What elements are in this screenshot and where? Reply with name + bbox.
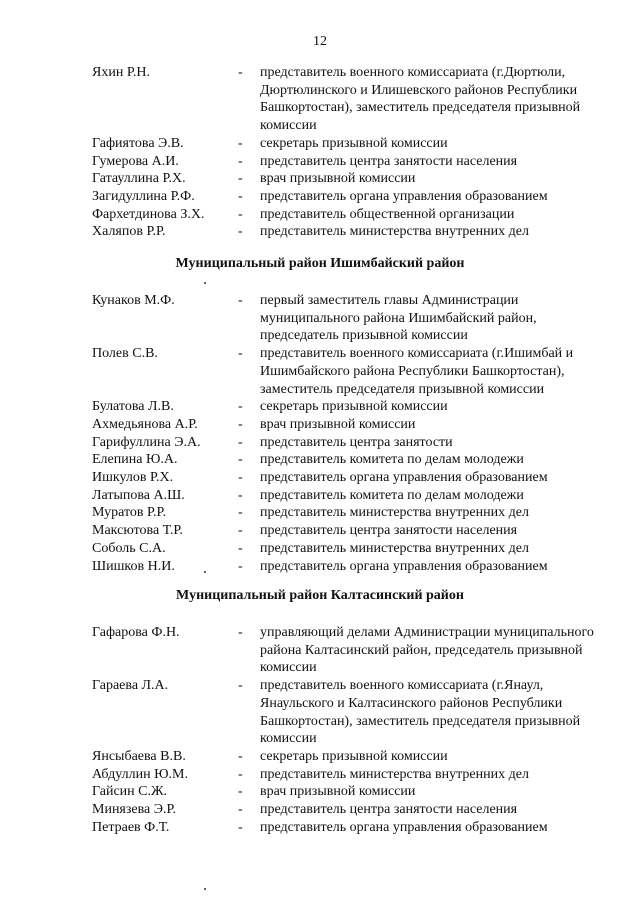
member-role: представитель министерства внутренних дел xyxy=(260,505,529,521)
member-name: Халяпов Р.Р. xyxy=(92,224,166,240)
member-row xyxy=(0,206,640,224)
member-role: представитель центра занятости xyxy=(260,434,453,450)
member-row xyxy=(0,223,640,241)
member-name: Ишкулов Р.Х. xyxy=(92,470,174,486)
member-dash: - xyxy=(238,819,243,835)
member-role: представитель комитета по делам молодежи xyxy=(260,487,524,503)
member-name: Шишков Н.И. xyxy=(92,558,175,574)
member-row xyxy=(0,416,640,434)
member-row xyxy=(0,677,640,748)
member-row xyxy=(0,748,640,766)
member-role: представитель центра занятости населения xyxy=(260,802,518,818)
member-name: Гараева Л.А. xyxy=(92,678,169,694)
member-dash: - xyxy=(238,452,243,468)
member-role: врач призывной комиссии xyxy=(260,784,416,800)
section-heading-ishimbay: Муниципальный район Ишимбайский район xyxy=(175,256,465,271)
member-name: Минязева Э.Р. xyxy=(92,802,177,818)
member-row xyxy=(0,153,640,171)
member-role: представитель министерства внутренних дел xyxy=(260,224,529,240)
member-dash: - xyxy=(238,540,243,556)
member-row xyxy=(0,766,640,784)
member-role: представитель органа управления образованием xyxy=(260,470,548,486)
member-name: Загидуллина Р.Ф. xyxy=(92,188,195,204)
member-dash: - xyxy=(238,505,243,521)
member-role: секретарь призывной комиссии xyxy=(260,135,448,151)
member-row xyxy=(0,451,640,469)
member-name: Соболь С.А. xyxy=(92,540,166,556)
member-name: Гафиятова Э.В. xyxy=(92,135,184,151)
member-role: представитель органа управления образованием xyxy=(260,819,548,835)
member-row xyxy=(0,188,640,206)
member-role: представитель общественной организации xyxy=(260,206,515,222)
member-row xyxy=(0,558,640,576)
member-row xyxy=(0,624,640,677)
member-name: Гарифуллина Э.А. xyxy=(92,434,201,450)
member-name: Муратов Р.Р. xyxy=(92,505,167,521)
member-dash: - xyxy=(238,224,243,240)
member-dash: - xyxy=(238,434,243,450)
member-dash: - xyxy=(238,802,243,818)
member-row xyxy=(0,540,640,558)
member-row xyxy=(0,398,640,416)
member-role: секретарь призывной комиссии xyxy=(260,399,448,415)
scan-speck xyxy=(204,888,206,890)
member-name: Кунаков М.Ф. xyxy=(92,293,175,308)
members-list-ishimbay xyxy=(0,292,640,575)
members-list-kaltasy xyxy=(0,624,640,836)
member-name: Максютова Т.Р. xyxy=(92,523,183,539)
member-row xyxy=(0,522,640,540)
member-row xyxy=(0,801,640,819)
member-dash: - xyxy=(238,470,243,486)
member-role: секретарь призывной комиссии xyxy=(260,748,448,764)
member-name: Латыпова А.Ш. xyxy=(92,487,185,503)
member-role: представитель военного комиссариата (г.Ишимбай и Ишимбайского района Республики Башкортостан), заместитель председателя призывной комиссии xyxy=(260,346,574,397)
member-name: Янсыбаева В.В. xyxy=(92,748,186,764)
member-name: Ахмедьянова А.Р. xyxy=(92,416,198,432)
member-row xyxy=(0,345,640,398)
member-row xyxy=(0,487,640,505)
member-role: представитель комитета по делам молодежи xyxy=(260,452,524,468)
member-role: управляющий делами Администрации муниципального района Калтасинский район, председатель призывной комиссии xyxy=(260,625,594,676)
member-name: Яхин Р.Н. xyxy=(92,65,150,80)
member-row xyxy=(0,292,640,345)
member-role: врач призывной комиссии xyxy=(260,416,416,432)
member-name: Абдуллин Ю.М. xyxy=(92,766,188,782)
member-dash: - xyxy=(238,171,243,187)
member-dash: - xyxy=(238,153,243,169)
page-number: 12 xyxy=(313,34,327,49)
member-name: Булатова Л.В. xyxy=(92,399,174,415)
member-row xyxy=(0,469,640,487)
member-row xyxy=(0,819,640,837)
member-role: представитель министерства внутренних дел xyxy=(260,766,529,782)
member-dash: - xyxy=(238,558,243,574)
member-dash: - xyxy=(238,487,243,503)
member-dash: - xyxy=(238,678,243,694)
member-name: Гафарова Ф.Н. xyxy=(92,625,180,640)
member-row xyxy=(0,504,640,522)
member-row xyxy=(0,783,640,801)
member-row xyxy=(0,64,640,135)
member-dash: - xyxy=(238,206,243,222)
member-name: Полев С.В. xyxy=(92,346,158,362)
member-role: врач призывной комиссии xyxy=(260,171,416,187)
member-role: представитель органа управления образованием xyxy=(260,188,548,204)
member-name: Елепина Ю.А. xyxy=(92,452,178,468)
member-row xyxy=(0,170,640,188)
members-list-continued xyxy=(0,64,640,241)
member-role: первый заместитель главы Администрации муниципального района Ишимбайский район, председатель призывной комиссии xyxy=(260,293,537,344)
member-dash: - xyxy=(238,135,243,151)
member-dash: - xyxy=(238,625,243,640)
member-dash: - xyxy=(238,766,243,782)
member-dash: - xyxy=(238,784,243,800)
member-dash: - xyxy=(238,188,243,204)
member-row xyxy=(0,434,640,452)
member-role: представитель центра занятости населения xyxy=(260,523,518,539)
member-dash: - xyxy=(238,65,243,80)
member-role: представитель министерства внутренних дел xyxy=(260,540,529,556)
member-role: представитель военного комиссариата (г.Дюртюли, Дюртюлинского и Илишевского районов Республики Башкортостан), заместитель председателя призывной комиссии xyxy=(260,65,581,134)
member-row xyxy=(0,135,640,153)
section-heading-kaltasy: Муниципальный район Калтасинский район xyxy=(176,588,464,603)
member-role: представитель органа управления образованием xyxy=(260,558,548,574)
member-dash: - xyxy=(238,293,243,308)
member-name: Гатауллина Р.Х. xyxy=(92,171,186,187)
member-dash: - xyxy=(238,399,243,415)
scan-speck xyxy=(204,282,206,284)
member-dash: - xyxy=(238,523,243,539)
member-dash: - xyxy=(238,346,243,362)
member-dash: - xyxy=(238,748,243,764)
member-name: Гайсин С.Ж. xyxy=(92,784,168,800)
member-name: Гумерова А.И. xyxy=(92,153,179,169)
member-name: Фархетдинова З.Х. xyxy=(92,206,205,222)
member-dash: - xyxy=(238,416,243,432)
scan-speck xyxy=(204,571,206,573)
member-role: представитель центра занятости населения xyxy=(260,153,518,169)
member-role: представитель военного комиссариата (г.Янаул, Янаульского и Калтасинского районов Республики Башкортостан), заместитель председателя призывной комиссии xyxy=(260,678,581,747)
member-name: Петраев Ф.Т. xyxy=(92,819,170,835)
